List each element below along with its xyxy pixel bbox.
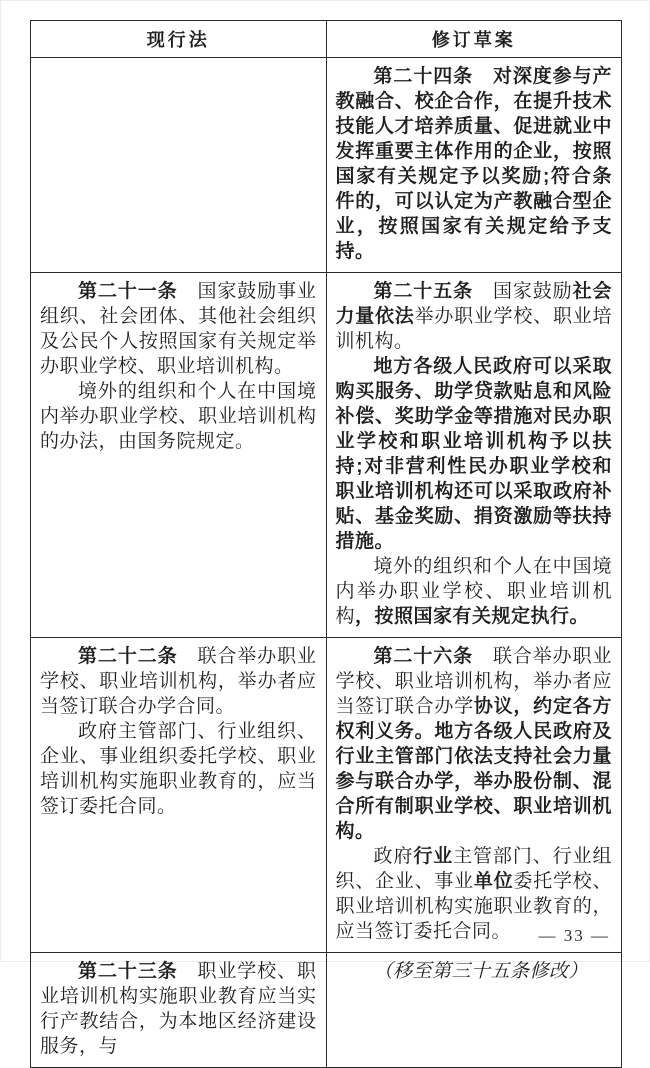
column-header-revision-draft: 修订草案 <box>326 21 622 58</box>
table-row <box>31 58 622 273</box>
text-segment: 联合举办职业学校、职业培训机构，举办者应当签订联合办学 <box>335 646 612 717</box>
text-segment: 地方各级人民政府可以采取购买服务、助学贷款贴息和风险补偿、奖助学金等措施对民办职业学校和职业培训机构予以扶持;对非营利性民办职业学校和职业培训机构还可以采取政府补贴、基金奖励、捐资激励等扶持措施。 <box>335 356 612 552</box>
paragraph <box>40 279 317 379</box>
paragraph <box>336 959 613 984</box>
page-number: — 33 — <box>538 926 610 945</box>
text-segment: 主管部门、行业组织、企业、事业 <box>335 846 612 892</box>
cell-current-law <box>31 953 327 1068</box>
paragraph <box>336 279 613 354</box>
text-segment: 协议，约定各方权利义务。地方各级人民政府及行业主管部门依法支持社会力量参与联合办学，举办股份制、混合所有制职业学校、职业培训机构。 <box>335 696 612 842</box>
paragraph <box>40 959 317 1059</box>
text-segment: 政府 <box>373 846 414 867</box>
table-row <box>31 953 622 1068</box>
table-row <box>31 273 622 638</box>
text-segment: ，按照国家有关规定执行。 <box>355 606 590 627</box>
cell-revision-draft <box>326 638 622 953</box>
cell-revision-draft <box>326 58 622 273</box>
text-segment: 单位 <box>473 871 514 892</box>
text-segment: 举办职业学校、职业培训机构。 <box>335 306 612 352</box>
comparison-table <box>30 20 622 1068</box>
column-header-current-law: 现行法 <box>31 21 327 58</box>
cell-current-law <box>31 273 327 638</box>
cell-revision-draft <box>326 953 622 1068</box>
text-segment: 对深度参与产教融合、校企合作，在提升技术技能人才培养质量、促进就业中发挥重要主体作用的企业，按照国家有关规定予以奖励;符合条件的，可以认定为产教融合型企业，按照国家有关规定给予支持。 <box>335 66 612 262</box>
article-number: 第二十三条 <box>78 961 198 982</box>
text-segment: 国家鼓励事业组织、社会团体、其他社会组织及公民个人按照国家有关规定举办职业学校、职业培训机构。 <box>40 281 317 377</box>
header-row <box>31 21 622 58</box>
paragraph <box>336 64 613 264</box>
text-segment: 境外的组织和个人在中国境内举办职业学校、职业培训机构 <box>335 556 612 627</box>
article-number: 第二十二条 <box>78 646 198 667</box>
cell-current-law <box>31 638 327 953</box>
article-number: 第二十四条 <box>373 66 493 87</box>
article-number: 第二十一条 <box>78 281 198 302</box>
cell-revision-draft <box>326 273 622 638</box>
text-segment: 行业 <box>413 846 454 867</box>
paragraph <box>40 644 317 719</box>
text-segment: 社会力量依法 <box>335 281 612 327</box>
paragraph <box>40 719 317 819</box>
text-segment: 职业学校、职业培训机构实施职业教育应当实行产教结合，为本地区经济建设服务，与 <box>40 961 317 1057</box>
paragraph <box>336 644 613 844</box>
paragraph <box>336 354 613 554</box>
article-number: 第二十五条 <box>373 281 493 302</box>
table-row <box>31 638 622 953</box>
text-segment: （移至第三十五条修改） <box>373 961 589 982</box>
table-header <box>31 21 622 58</box>
text-segment: 委托学校、职业培训机构实施职业教育的，应当签订委托合同。 <box>335 871 612 942</box>
text-segment: 联合举办职业学校、职业培训机构，举办者应当签订联合办学合同。 <box>40 646 317 717</box>
article-number: 第二十六条 <box>373 646 493 667</box>
paragraph <box>40 379 317 454</box>
table-body <box>31 58 622 1068</box>
paragraph <box>336 554 613 629</box>
text-segment: 国家鼓励 <box>492 281 573 302</box>
cell-current-law <box>31 58 327 273</box>
text-segment: 境外的组织和个人在中国境内举办职业学校、职业培训机构的办法，由国务院规定。 <box>40 381 317 452</box>
text-segment: 政府主管部门、行业组织、企业、事业组织委托学校、职业培训机构实施职业教育的，应当签订委托合同。 <box>40 721 317 817</box>
